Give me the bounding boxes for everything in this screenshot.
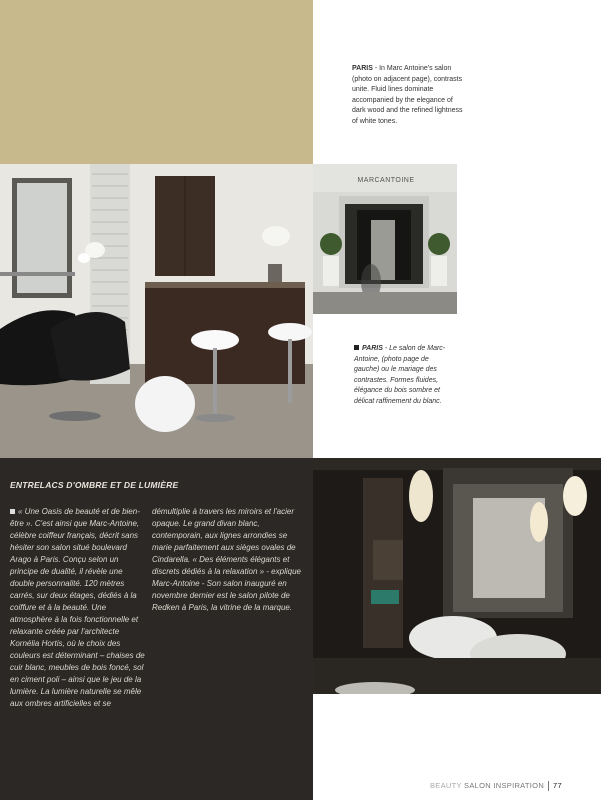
- storefront-photo: [313, 164, 457, 314]
- caption-fr-text: - Le salon de Marc-Antoine, (photo page de gauche) ou le mariage des contrastes. Formes fluides, élégance du bois sombre et délicat raffinement du blanc.: [354, 345, 446, 405]
- footer-divider: [548, 781, 549, 791]
- article-col1-text: « Une Oasis de beauté et de bien-être ». C'est ainsi que Marc-Antoine, célèbre coiffeur français, décrit sans hésiter son salon situé boulevard Arago à Paris. Conçu selon un principe de dualité, il révèle une double personnalité. 120 mètres carrés, sur deux étages, dédiés à la coiffure et à la beauté. Une atmosphère à la fois fonctionnelle et relaxante créée par l'architecte Kornélia Hortis, où le choix des couleurs est déterminant – chaises de cuir blanc, meubles de bois foncé, sol en ciment poli – ainsi que le jeu de la lumière. La lumière naturelle se mêle aux ombres artificielles et se: [10, 507, 145, 708]
- caption-french: [354, 344, 450, 407]
- caption-en-city: PARIS: [352, 65, 373, 72]
- salon-interior-photo: [0, 164, 313, 458]
- salon-interior-illustration: [0, 164, 313, 458]
- salon-mirror-photo: [313, 458, 601, 694]
- square-bullet-icon: [10, 509, 15, 514]
- gold-color-block: [0, 0, 313, 164]
- magazine-name-light: BEAUTY: [430, 781, 462, 790]
- caption-en-text: - In Marc Antoine's salon (photo on adjacent page), contrasts unite. Fluid lines dominate accompanied by the elegance of dark wood and the refined lightness of white tones.: [352, 65, 463, 125]
- page-number: 77: [553, 781, 562, 790]
- salon-mirror-illustration: [313, 458, 601, 694]
- article-column-1: [10, 506, 148, 710]
- page-footer: [430, 781, 562, 791]
- article-column-2: démultiplie à travers les miroirs et l'acier opaque. Le grand divan blanc, contemporain, aux lignes arrondies se marie parfaitement aux sièges ovales de Cindarella. « Des éléments élégants et discrets dédiés à la relaxation » - explique Marc-Antoine - Son salon inauguré en novembre dernier est le salon pilote de Redken à Paris, la vitrine de la marque.: [152, 507, 301, 612]
- square-bullet-icon: [354, 345, 359, 350]
- storefront-illustration: [313, 164, 457, 314]
- article-heading: ENTRELACS D'OMBRE ET DE LUMIÈRE: [10, 480, 179, 490]
- storefront-sign: MARCANTOINE: [357, 177, 415, 184]
- caption-english: [352, 64, 467, 127]
- magazine-name-rest: SALON INSPIRATION: [461, 781, 545, 790]
- caption-fr-city: PARIS: [362, 345, 383, 352]
